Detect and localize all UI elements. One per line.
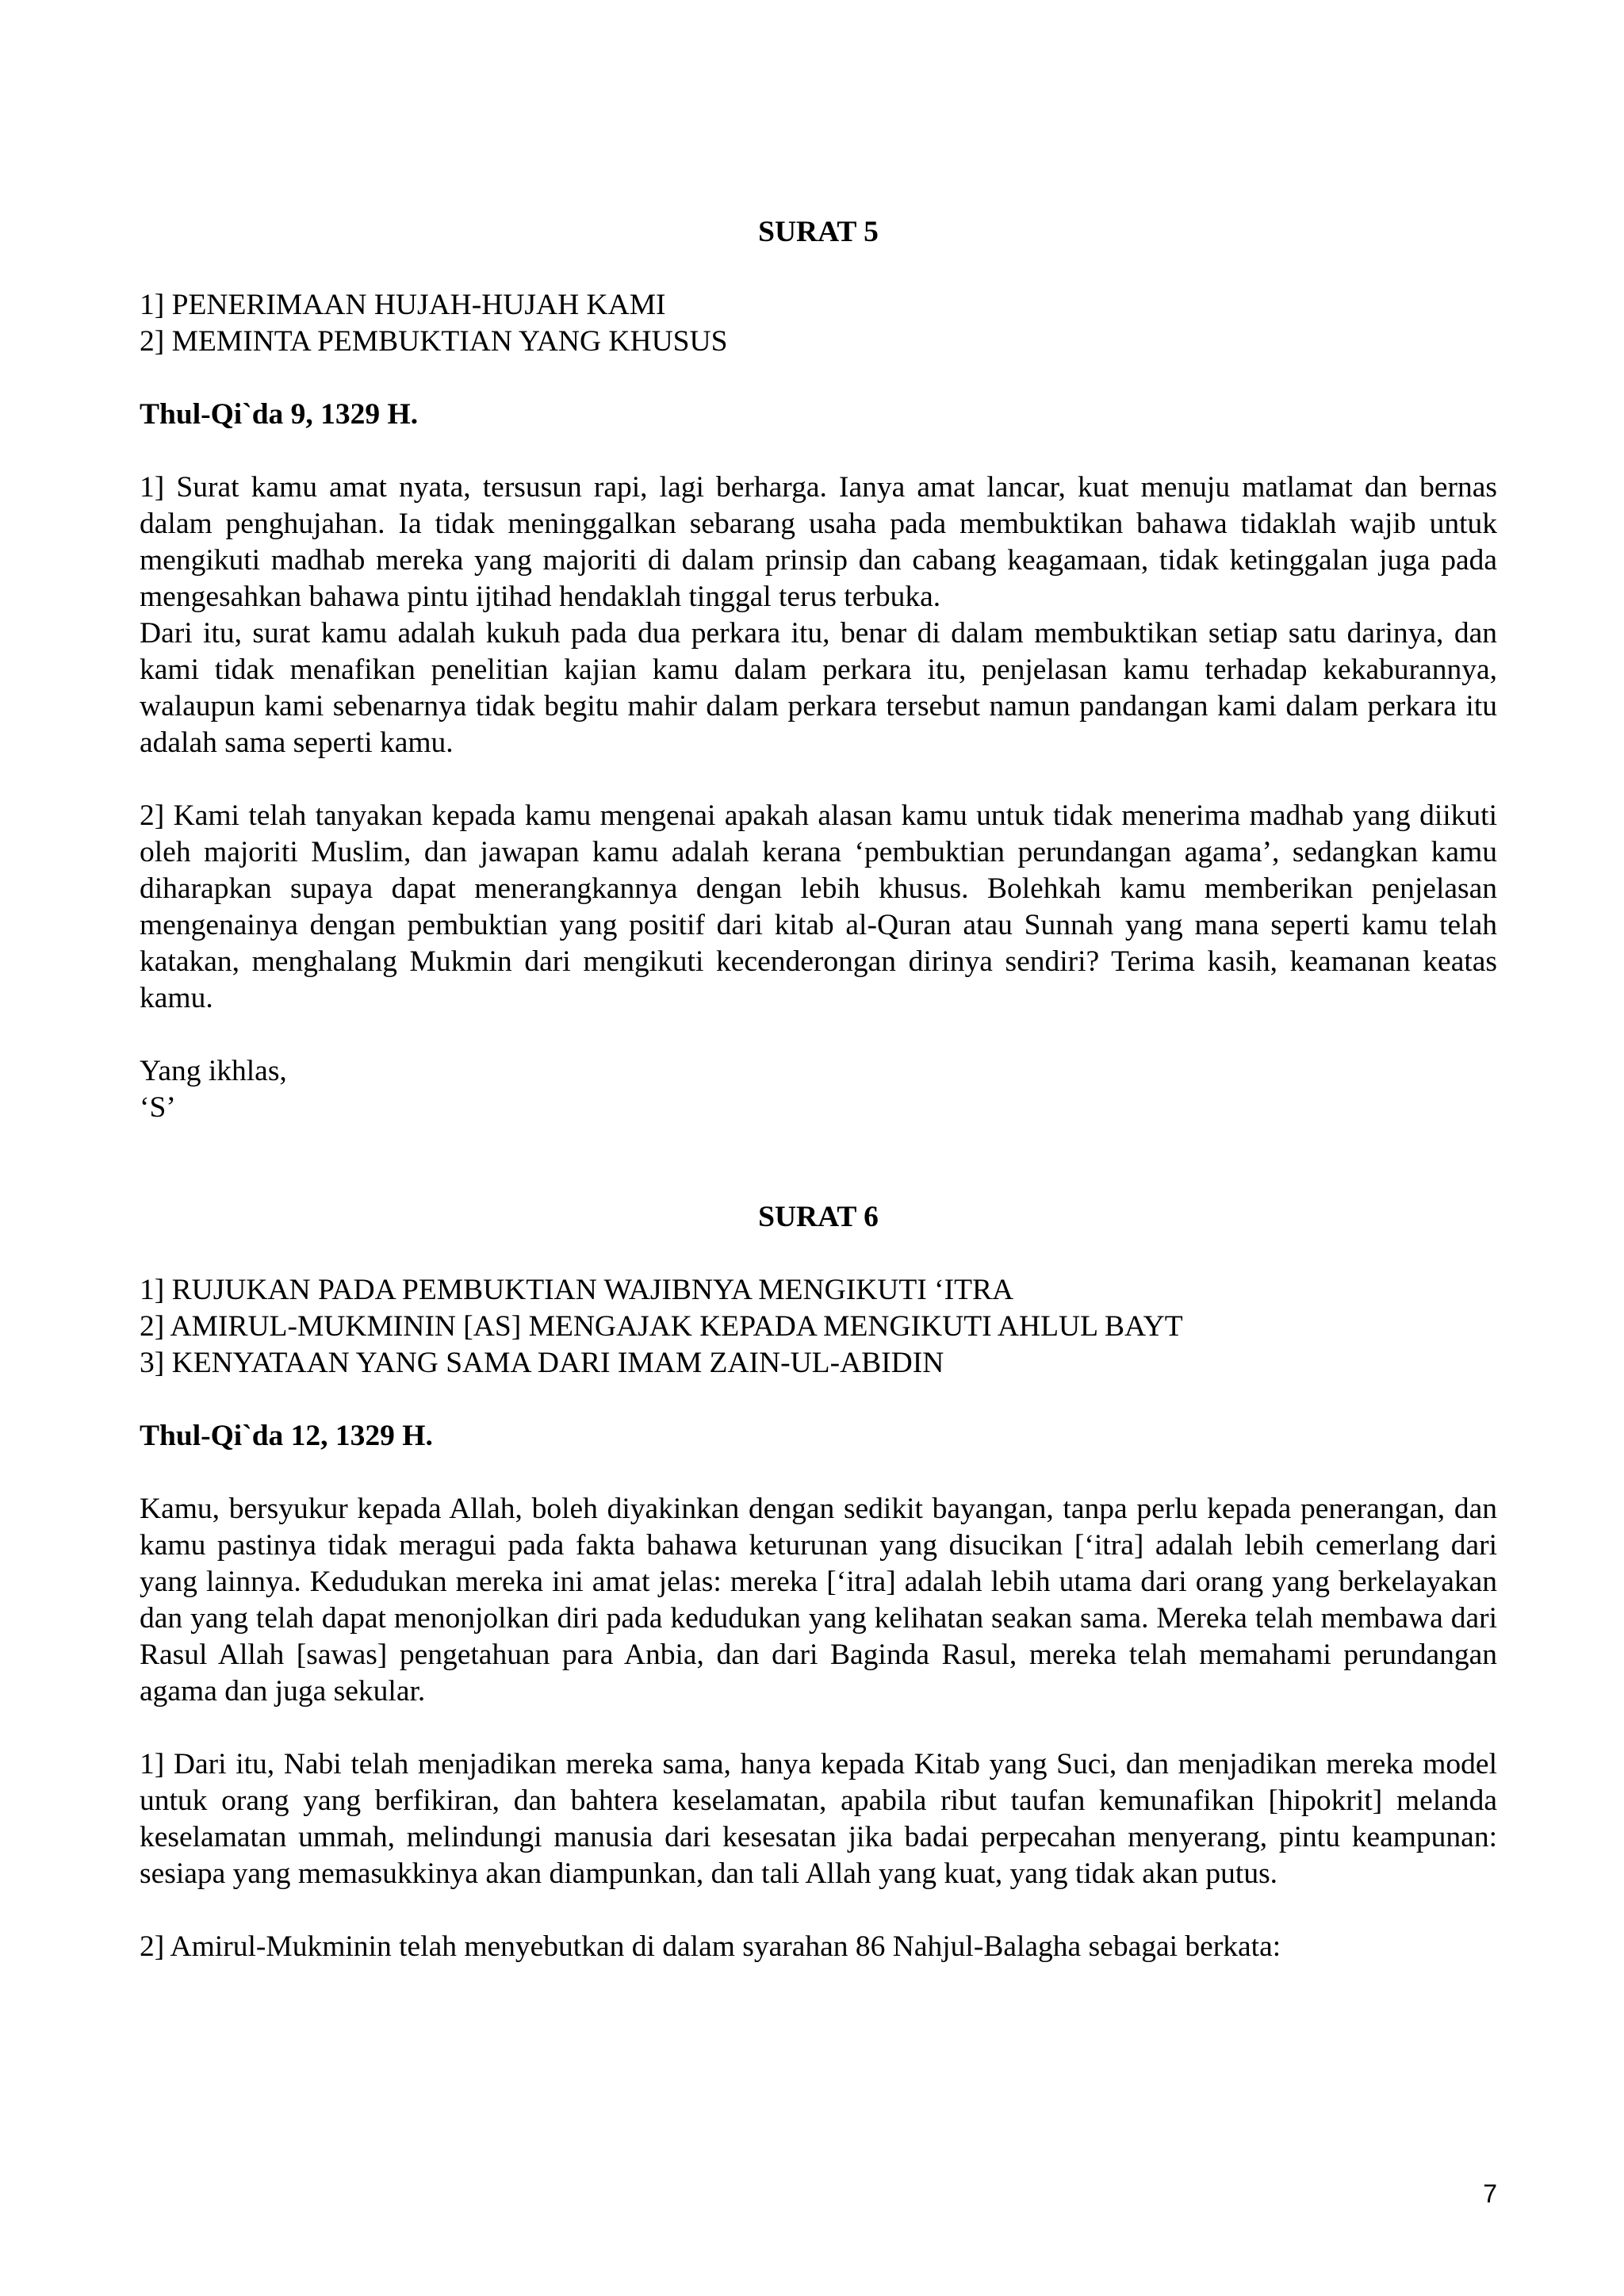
- letter-date: Thul-Qi`da 12, 1329 H.: [140, 1420, 433, 1452]
- closing-salutation: Yang ikhlas,: [140, 1055, 287, 1087]
- topic-item: 1] RUJUKAN PADA PEMBUKTIAN WAJIBNYA MENGIKUTI ‘ITRA: [140, 1274, 1014, 1306]
- letter-6: [140, 1199, 1497, 1965]
- page-number: 7: [1483, 2179, 1497, 2208]
- section-spacer: [140, 1126, 1497, 1199]
- topic-list: [140, 287, 1497, 360]
- letter-heading: SURAT 6: [758, 1201, 879, 1233]
- topic-item: 3] KENYATAAN YANG SAMA DARI IMAM ZAIN-UL-ABIDIN: [140, 1347, 944, 1379]
- body-paragraph: Kamu, bersyukur kepada Allah, boleh diyakinkan dengan sedikit bayangan, tanpa perlu kepada penerangan, dan kamu pastinya tidak meragui pada fakta bahawa keturunan yang disucikan [‘itra] adalah lebih cemerlang dari yang lainnya. Kedudukan mereka ini amat jelas: mereka [‘itra] adalah lebih utama dari orang yang berkelayakan dan yang telah dapat menonjolkan diri pada kedudukan yang kelihatan seakan sama. Mereka telah membawa dari Rasul Allah [sawas] pengetahuan para Anbia, dan dari Baginda Rasul, mereka telah memahami perundangan agama dan juga sekular.: [140, 1493, 1497, 1708]
- topic-list: [140, 1272, 1497, 1382]
- topic-item: 2] AMIRUL-MUKMININ [AS] MENGAJAK KEPADA MENGIKUTI AHLUL BAYT: [140, 1310, 1183, 1343]
- letter-5: [140, 214, 1497, 1126]
- signature: ‘S’: [140, 1091, 176, 1124]
- letter-date: Thul-Qi`da 9, 1329 H.: [140, 398, 419, 431]
- body-paragraph: 2] Kami telah tanyakan kepada kamu mengenai apakah alasan kamu untuk tidak menerima madhab yang diikuti oleh majoriti Muslim, dan jawapan kamu adalah kerana ‘pembuktian perundangan agama’, sedangkan kamu diharapkan supaya dapat menerangkannya dengan lebih khusus. Bolehkah kamu memberikan penjelasan mengenainya dengan pembuktian yang positif dari kitab al-Quran atau Sunnah yang mana seperti kamu telah katakan, menghalang Mukmin dari mengikuti kecenderongan dirinya sendiri? Terima kasih, keamanan keatas kamu.: [140, 799, 1497, 1014]
- topic-item: 2] MEMINTA PEMBUKTIAN YANG KHUSUS: [140, 325, 728, 358]
- body-paragraph: 1] Surat kamu amat nyata, tersusun rapi, lagi berharga. Ianya amat lancar, kuat menuju matlamat dan bernas dalam penghujahan. Ia tidak meninggalkan sebarang usaha pada membuktikan bahawa tidaklah wajib untuk mengikuti madhab mereka yang majoriti di dalam prinsip dan cabang keagamaan, tidak ketinggalan juga pada mengesahkan bahawa pintu ijtihad hendaklah tinggal terus terbuka.: [140, 471, 1497, 613]
- letter-heading: SURAT 5: [758, 216, 879, 248]
- body-paragraph: Dari itu, surat kamu adalah kukuh pada dua perkara itu, benar di dalam membuktikan setiap satu darinya, dan kami tidak menafikan penelitian kajian kamu dalam perkara itu, penjelasan kamu terhadap kekaburannya, walaupun kami sebenarnya tidak begitu mahir dalam perkara tersebut namun pandangan kami dalam perkara itu adalah sama seperti kamu.: [140, 617, 1497, 759]
- body-paragraph: 1] Dari itu, Nabi telah menjadikan mereka sama, hanya kepada Kitab yang Suci, dan menjadikan mereka model untuk orang yang berfikiran, dan bahtera keselamatan, apabila ribut taufan kemunafikan [hipokrit] melanda keselamatan ummah, melindungi manusia dari kesesatan jika badai perpecahan menyerang, pintu keampunan: sesiapa yang memasukkinya akan diampunkan, dan tali Allah yang kuat, yang tidak akan putus.: [140, 1748, 1497, 1890]
- topic-item: 1] PENERIMAAN HUJAH-HUJAH KAMI: [140, 289, 666, 321]
- document-page: [140, 214, 1497, 1965]
- body-paragraph: 2] Amirul-Mukminin telah menyebutkan di dalam syarahan 86 Nahjul-Balagha sebagai berkata:: [140, 1930, 1281, 1963]
